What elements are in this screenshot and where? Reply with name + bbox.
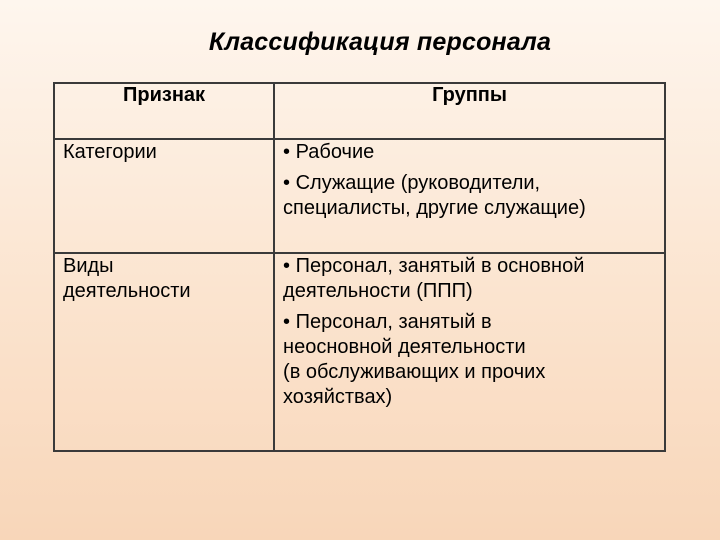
list-item-text: • Служащие (руководители, специалисты, другие служащие) [283,172,586,219]
row-label-categories [54,139,274,253]
list-item [283,140,656,165]
row-groups-categories [274,139,665,253]
list-item-text: • Персонал, занятый в основной деятельности (ППП) [283,255,585,302]
list-item-text: • Рабочие [283,141,375,163]
classification-table [53,82,666,452]
row-label-text: Категории [63,141,157,163]
header-groups: Группы [274,83,665,139]
row-label-activity [54,253,274,451]
table-row [54,139,665,253]
slide-title: Классификация персонала [208,28,552,56]
list-item-text: • Персонал, занятый в неосновной деятельности (в обслуживающих и прочих хозяйствах) [283,311,546,408]
row-label-text: Виды деятельности [63,255,191,302]
header-attribute: Признак [54,83,274,139]
list-item [283,254,656,304]
table-row [54,253,665,451]
list-item [283,310,656,410]
row-groups-activity [274,253,665,451]
table-header-row [54,83,665,139]
list-item [283,171,656,221]
